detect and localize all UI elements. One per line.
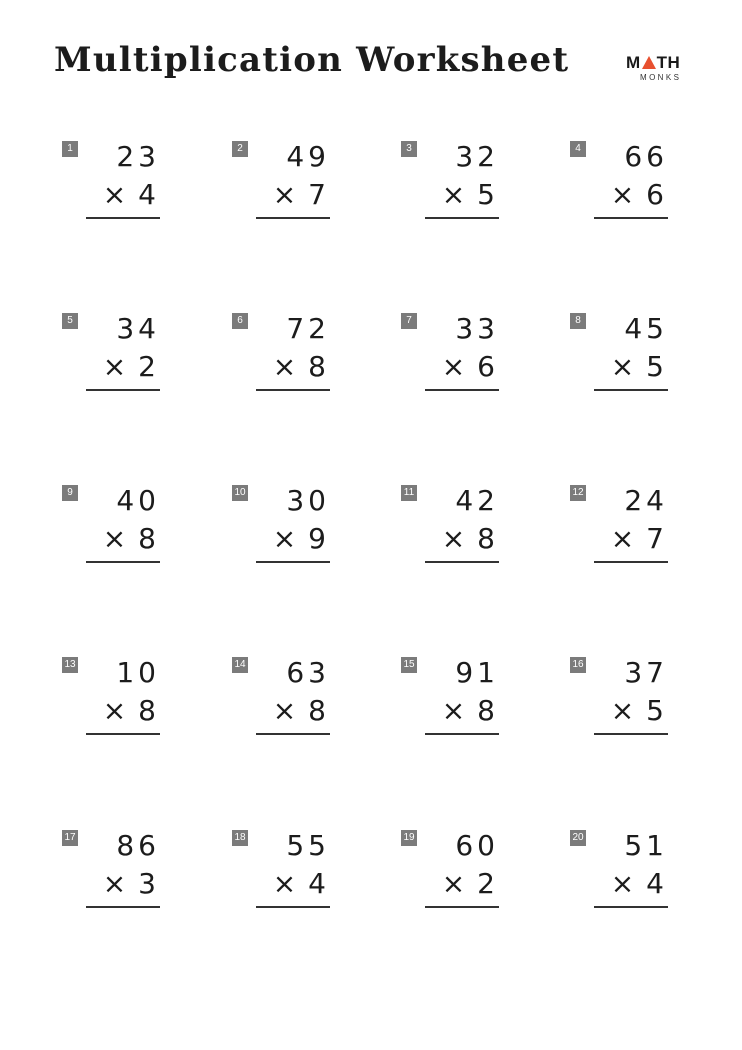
multiplier-row: [70, 179, 160, 211]
multiplier: 2: [138, 350, 160, 383]
answer-line: [425, 733, 499, 735]
problem-19: [401, 830, 499, 920]
multiplicand: 72: [286, 312, 330, 345]
multiplier-row: [70, 351, 160, 383]
multiplier: 8: [308, 694, 330, 727]
multiplier: 8: [138, 694, 160, 727]
multiplicand: 91: [455, 656, 499, 689]
multiplicand: 23: [116, 140, 160, 173]
multiplicand: 60: [455, 829, 499, 862]
answer-line: [425, 217, 499, 219]
logo-subtext: MONKS: [640, 73, 682, 82]
multiplier-row: [409, 868, 499, 900]
times-sign: ×: [610, 867, 639, 900]
multiplier: 8: [308, 350, 330, 383]
times-sign: ×: [610, 694, 639, 727]
answer-line: [594, 217, 668, 219]
answer-line: [594, 561, 668, 563]
problem-20: [570, 830, 668, 920]
multiplier: 5: [477, 178, 499, 211]
multiplicand: 51: [624, 829, 668, 862]
multiplicand: 45: [624, 312, 668, 345]
answer-line: [594, 906, 668, 908]
problem-4: [570, 141, 668, 231]
multiplier: 8: [138, 522, 160, 555]
problem-number-badge: 8: [570, 313, 586, 329]
problem-number-badge: 14: [232, 657, 248, 673]
times-sign: ×: [441, 694, 470, 727]
multiplier-row: [70, 695, 160, 727]
answer-line: [86, 561, 160, 563]
problem-14: [232, 657, 330, 747]
multiplier: 7: [646, 522, 668, 555]
answer-line: [594, 389, 668, 391]
multiplier-row: [240, 868, 330, 900]
times-sign: ×: [610, 522, 639, 555]
problem-number-badge: 20: [570, 830, 586, 846]
multiplier: 4: [308, 867, 330, 900]
page-title: Multiplication Worksheet: [54, 40, 570, 80]
problem-10: [232, 485, 330, 575]
problem-16: [570, 657, 668, 747]
multiplier: 6: [646, 178, 668, 211]
logo-text-th: TH: [656, 53, 681, 72]
answer-line: [256, 217, 330, 219]
multiplier: 2: [477, 867, 499, 900]
multiplier-row: [240, 179, 330, 211]
multiplier-row: [240, 695, 330, 727]
multiplier: 9: [308, 522, 330, 555]
problem-11: [401, 485, 499, 575]
problem-number-badge: 1: [62, 141, 78, 157]
problem-number-badge: 13: [62, 657, 78, 673]
problem-number-badge: 18: [232, 830, 248, 846]
multiplier-row: [70, 523, 160, 555]
multiplier-row: [409, 351, 499, 383]
problem-number-badge: 2: [232, 141, 248, 157]
answer-line: [256, 389, 330, 391]
multiplier: 4: [646, 867, 668, 900]
problem-18: [232, 830, 330, 920]
answer-line: [86, 389, 160, 391]
times-sign: ×: [272, 867, 301, 900]
multiplicand: 10: [116, 656, 160, 689]
times-sign: ×: [272, 350, 301, 383]
multiplier: 3: [138, 867, 160, 900]
multiplier-row: [578, 179, 668, 211]
answer-line: [256, 733, 330, 735]
times-sign: ×: [272, 178, 301, 211]
multiplier: 6: [477, 350, 499, 383]
problem-number-badge: 3: [401, 141, 417, 157]
times-sign: ×: [102, 694, 131, 727]
multiplier: 4: [138, 178, 160, 211]
multiplier-row: [578, 695, 668, 727]
multiplicand: 86: [116, 829, 160, 862]
multiplier-row: [240, 351, 330, 383]
problem-number-badge: 5: [62, 313, 78, 329]
problem-2: [232, 141, 330, 231]
multiplier-row: [409, 179, 499, 211]
multiplicand: 49: [286, 140, 330, 173]
times-sign: ×: [102, 867, 131, 900]
problem-7: [401, 313, 499, 403]
answer-line: [256, 906, 330, 908]
times-sign: ×: [441, 178, 470, 211]
multiplier-row: [578, 868, 668, 900]
problem-9: [62, 485, 160, 575]
multiplier: 7: [308, 178, 330, 211]
problem-number-badge: 9: [62, 485, 78, 501]
answer-line: [86, 217, 160, 219]
problem-17: [62, 830, 160, 920]
problem-number-badge: 10: [232, 485, 248, 501]
times-sign: ×: [610, 178, 639, 211]
answer-line: [86, 906, 160, 908]
times-sign: ×: [102, 522, 131, 555]
problem-number-badge: 15: [401, 657, 417, 673]
problem-number-badge: 16: [570, 657, 586, 673]
multiplier-row: [409, 523, 499, 555]
times-sign: ×: [441, 522, 470, 555]
problem-1: [62, 141, 160, 231]
times-sign: ×: [102, 350, 131, 383]
problem-15: [401, 657, 499, 747]
multiplicand: 63: [286, 656, 330, 689]
problem-number-badge: 19: [401, 830, 417, 846]
problem-number-badge: 7: [401, 313, 417, 329]
multiplicand: 32: [455, 140, 499, 173]
times-sign: ×: [441, 350, 470, 383]
multiplier-row: [240, 523, 330, 555]
answer-line: [86, 733, 160, 735]
multiplicand: 30: [286, 484, 330, 517]
times-sign: ×: [441, 867, 470, 900]
answer-line: [425, 389, 499, 391]
multiplier: 8: [477, 522, 499, 555]
multiplier-row: [578, 523, 668, 555]
answer-line: [425, 561, 499, 563]
multiplier: 8: [477, 694, 499, 727]
multiplicand: 42: [455, 484, 499, 517]
multiplicand: 34: [116, 312, 160, 345]
multiplicand: 37: [624, 656, 668, 689]
problem-3: [401, 141, 499, 231]
answer-line: [425, 906, 499, 908]
problem-5: [62, 313, 160, 403]
problem-6: [232, 313, 330, 403]
problem-number-badge: 17: [62, 830, 78, 846]
multiplier-row: [578, 351, 668, 383]
multiplicand: 33: [455, 312, 499, 345]
problem-number-badge: 4: [570, 141, 586, 157]
problem-number-badge: 12: [570, 485, 586, 501]
multiplier: 5: [646, 694, 668, 727]
multiplicand: 40: [116, 484, 160, 517]
answer-line: [594, 733, 668, 735]
problem-8: [570, 313, 668, 403]
multiplier-row: [409, 695, 499, 727]
times-sign: ×: [272, 694, 301, 727]
times-sign: ×: [102, 178, 131, 211]
problem-number-badge: 6: [232, 313, 248, 329]
times-sign: ×: [272, 522, 301, 555]
multiplier-row: [70, 868, 160, 900]
multiplier: 5: [646, 350, 668, 383]
logo-text-m: M: [626, 53, 641, 72]
answer-line: [256, 561, 330, 563]
times-sign: ×: [610, 350, 639, 383]
problem-number-badge: 11: [401, 485, 417, 501]
multiplicand: 55: [286, 829, 330, 862]
problem-13: [62, 657, 160, 747]
multiplicand: 66: [624, 140, 668, 173]
problem-12: [570, 485, 668, 575]
multiplicand: 24: [624, 484, 668, 517]
